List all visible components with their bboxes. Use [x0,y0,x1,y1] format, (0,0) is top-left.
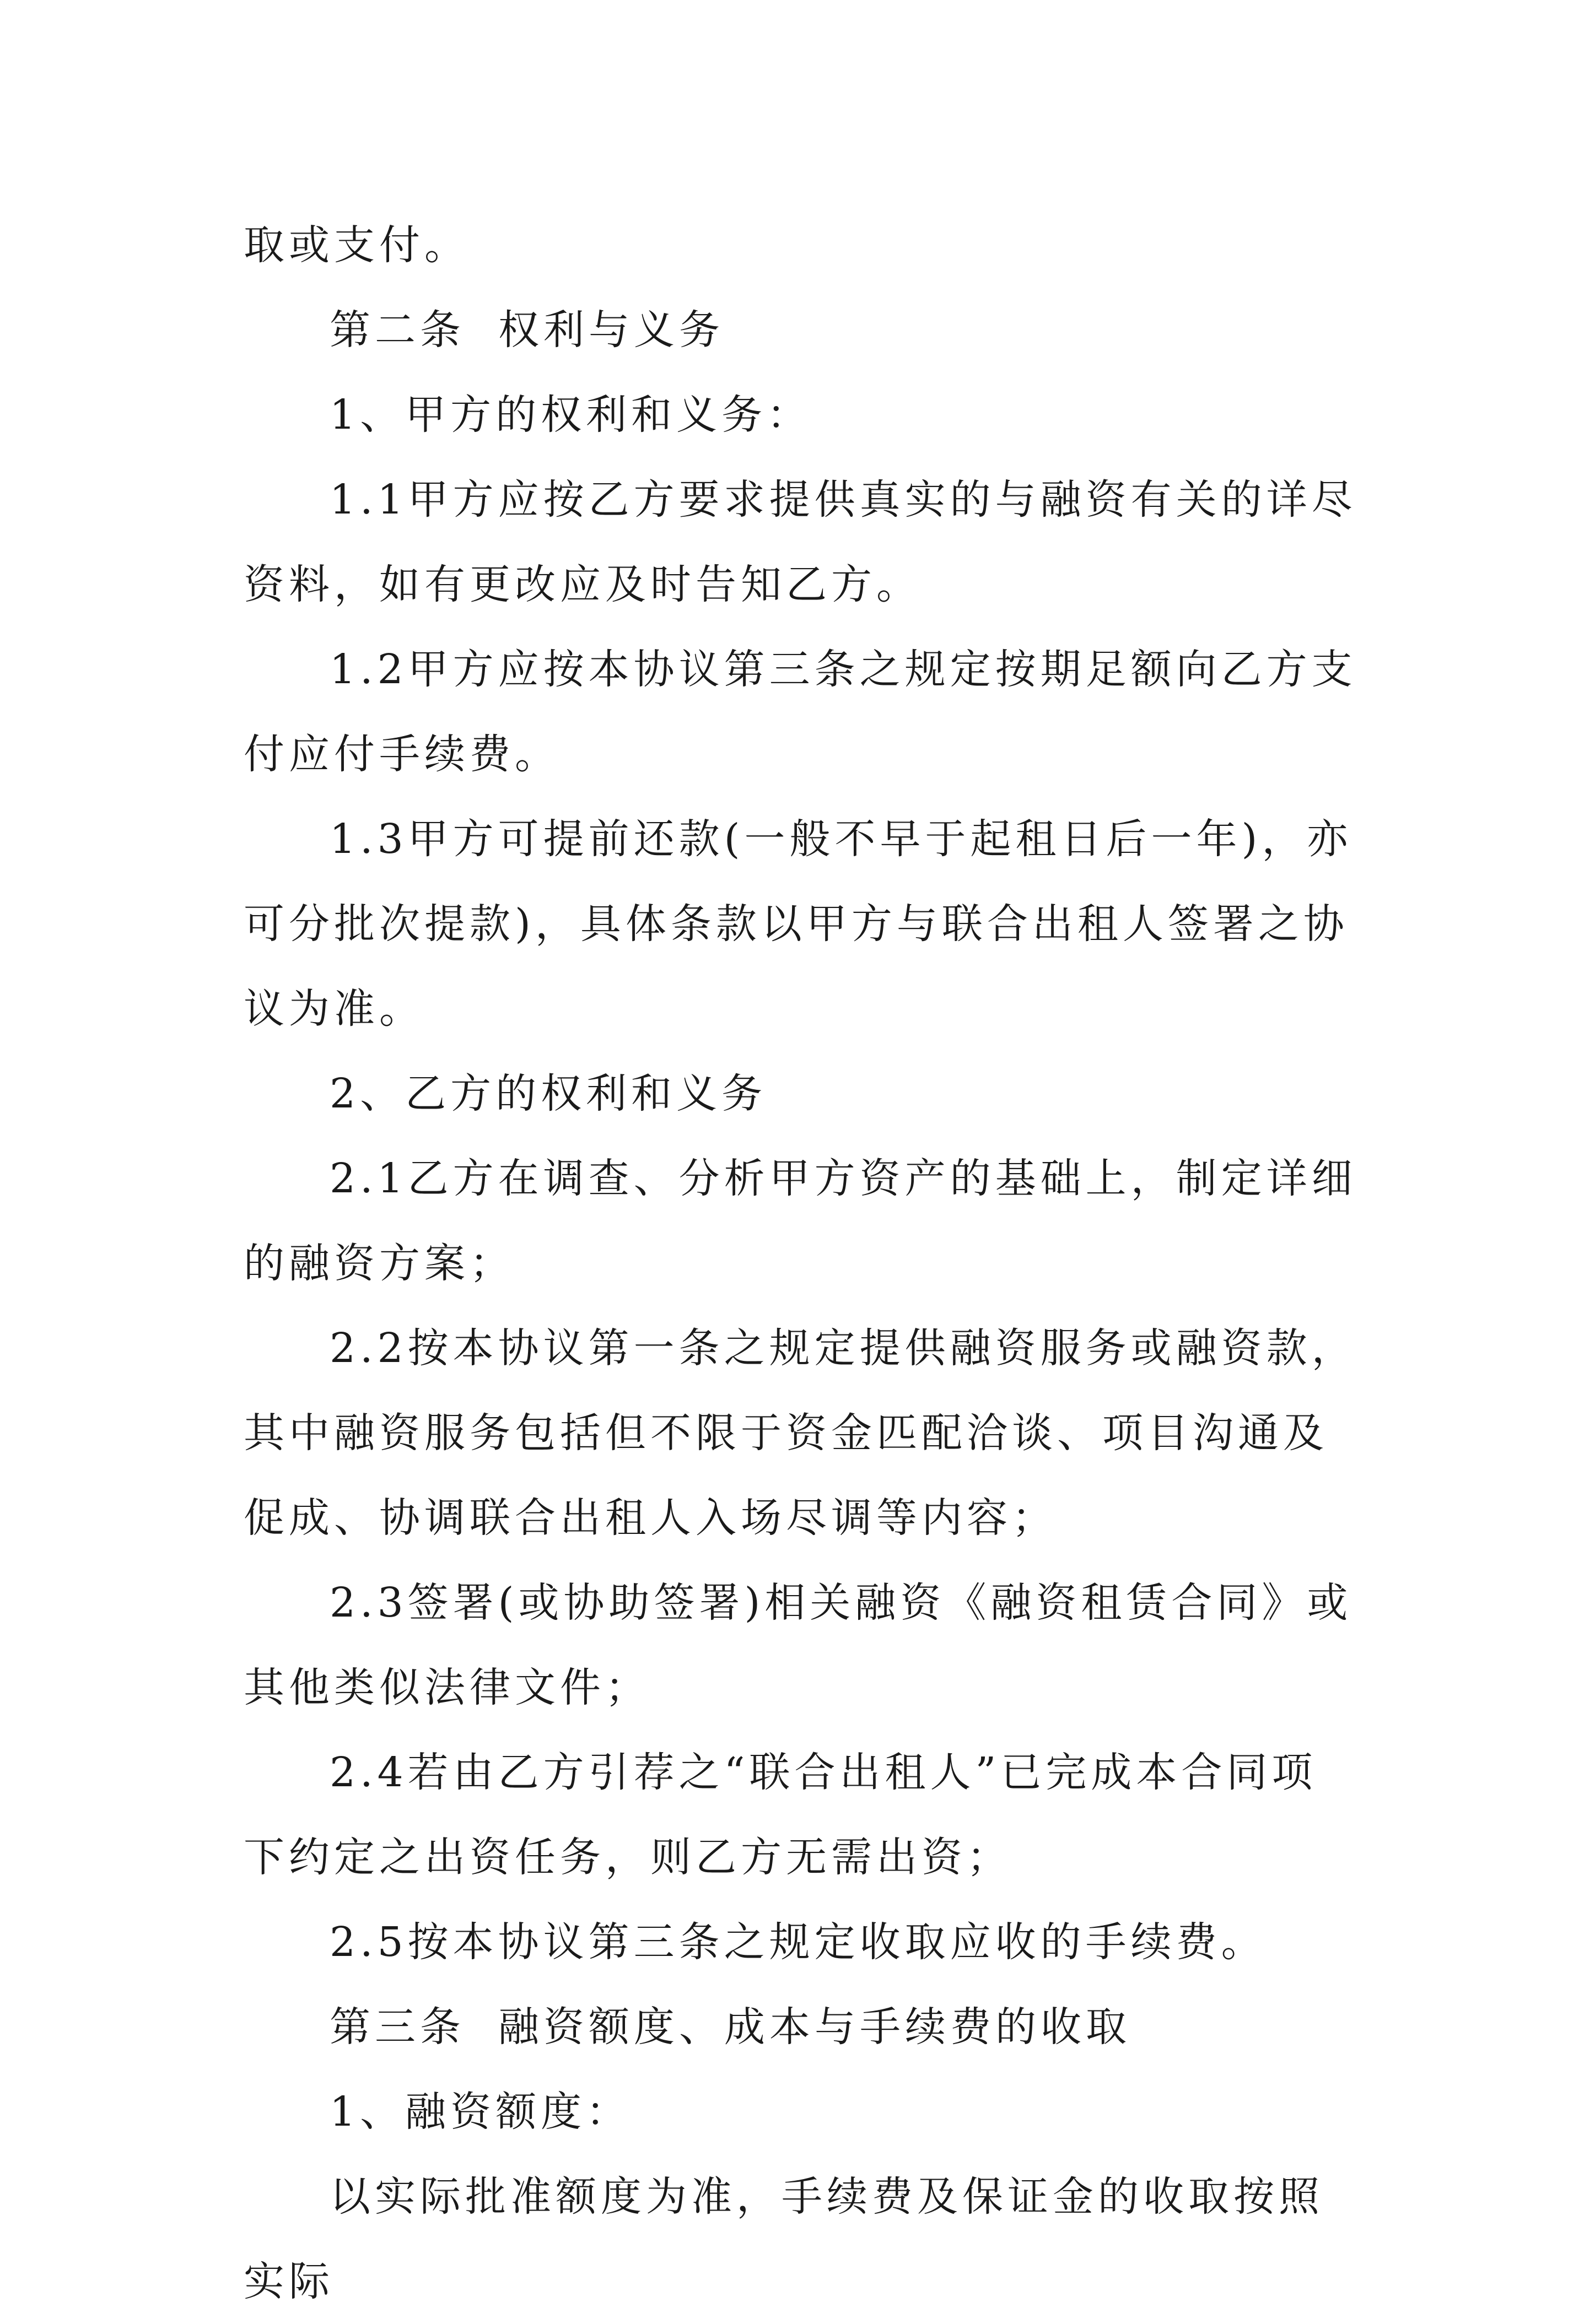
clause-1-3: 1.3甲方可提前还款(一般不早于起租日后一年)，亦可分批次提款)，具体条款以甲方与联合出租人签署之协议为准。 [244,815,1352,1033]
article-heading-3 [244,1985,1357,2069]
clause-1-1: 1.1甲方应按乙方要求提供真实的与融资有关的详尽资料，如有更改应及时告知乙方。 [244,476,1357,608]
article-title: 融资额度、成本与手续费的收取 [498,2003,1131,2051]
paragraph-continuation: 取或支付。 [244,221,470,269]
article-heading-2 [244,288,1357,372]
clause-2-5: 2.5按本协议第三条之规定收取应收的手续费。 [330,1918,1267,1966]
clause-2-4: 2.4若由乙方引荐之“联合出租人”已完成本合同项下约定之出资任务，则乙方无需出资； [244,1749,1317,1881]
article-number: 第三条 [330,2003,465,2051]
document-body [244,203,1357,2324]
clause-2-1: 2.1乙方在调查、分析甲方资产的基础上，制定详细的融资方案； [244,1155,1357,1287]
clause-financing-amount-heading: 1、融资额度： [330,2088,632,2136]
clause-party-b-heading: 2、乙方的权利和义务 [330,1070,767,1117]
article-number: 第二条 [330,306,465,354]
clause-financing-amount-text: 以实际批准额度为准，手续费及保证金的收取按照实际 [244,2173,1324,2305]
clause-1-2: 1.2甲方应按本协议第三条之规定按期足额向乙方支付应付手续费。 [244,646,1357,778]
clause-party-a-heading: 1、甲方的权利和义务： [330,391,812,439]
clause-2-3: 2.3签署(或协助签署)相关融资《融资租赁合同》或其他类似法律文件； [244,1579,1352,1711]
article-title: 权利与义务 [498,306,724,354]
clause-2-2: 2.2按本协议第一条之规定提供融资服务或融资款，其中融资服务包括但不限于资金匹配洽谈、项目沟通及促成、协调联合出租人入场尽调等内容； [244,1325,1357,1542]
